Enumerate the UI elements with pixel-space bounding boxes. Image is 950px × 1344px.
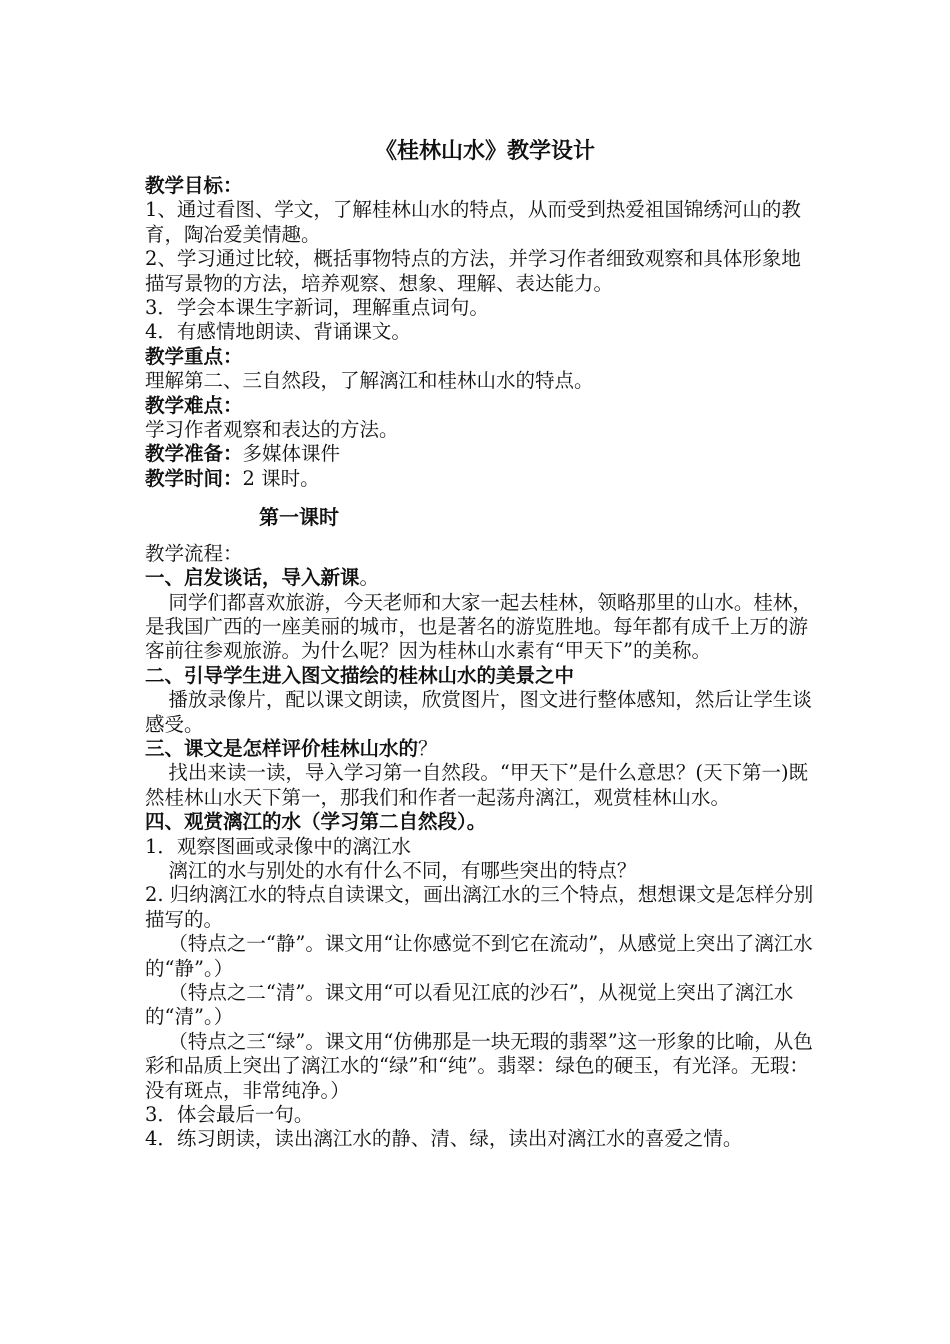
goal-item: 2、学习通过比较，概括事物特点的方法，并学习作者细致观察和具体形象地描写景物的方法，培养观察、想象、理解、表达能力。 (145, 247, 801, 295)
list-item: 2. 归纳漓江水的特点自读课文，画出漓江水的三个特点，想想课文是怎样分别描写的。 (145, 883, 814, 931)
feature-note: （特点之三“绿”。课文用“仿佛那是一块无瑕的翡翠”这一形象的比喻，从色彩和品质上突出了漓江水的“绿”和“纯”。翡翠：绿色的硬玉，有光泽。无瑕：没有斑点，非常纯净。） (145, 1029, 813, 1102)
list-item: 1．观察图画或录像中的漓江水 (145, 834, 411, 858)
section2-heading: 二、引导学生进入图文描绘的桂林山水的美景之中 (145, 663, 575, 687)
document-title: 《桂林山水》教学设计 (374, 138, 595, 164)
section1-heading-tail: 。 (359, 566, 380, 590)
prep-value: 多媒体课件 (242, 442, 341, 466)
section3-text (145, 761, 815, 810)
section1-heading-line (145, 566, 815, 590)
goal-item: 3．学会本课生字新词，理解重点词句。 (145, 296, 489, 320)
section3-text-a: 找出来读一读，导入学习第一自然段。“甲天下”是什么意思？ (168, 761, 696, 785)
feature-note: （特点之一“静”。课文用“让你感觉不到它在流动”，从感觉上突出了漓江水的“静”。） (145, 932, 813, 980)
difficulty-text: 学习作者观察和表达的方法。 (145, 418, 399, 442)
section3-heading: 三、课文是怎样评价桂林山水的 (145, 736, 419, 760)
goal-item: 1、通过看图、学文，了解桂林山水的特点，从而受到热爱祖国锦绣河山的教育，陶冶爱美情趣。 (145, 198, 801, 246)
section3-heading-tail: ？ (418, 736, 438, 760)
section3-heading-line (145, 737, 815, 761)
section4-heading: 四、观赏漓江的水（学习第二自然段）。 (145, 810, 487, 834)
feature-note: （特点之二“清”。课文用“可以看见江底的沙石”，从视觉上突出了漓江水的“清”。） (145, 981, 794, 1029)
key-heading: 教学重点： (145, 344, 243, 368)
key-text: 理解第二、三自然段，了解漓江和桂林山水的特点。 (145, 369, 594, 393)
section1-heading: 一、启发谈话，导入新课 (145, 566, 360, 590)
difficulty-heading: 教学难点： (145, 393, 243, 417)
document-body (145, 136, 815, 1152)
time-label: 教学时间： (145, 466, 243, 490)
lesson-title: 第一课时 (259, 505, 339, 530)
goals-heading: 教学目标： (145, 174, 243, 197)
goal-item: 4．有感情地朗读、背诵课文。 (145, 320, 411, 344)
list-item: 3．体会最后一句。 (145, 1103, 314, 1127)
time-line (145, 467, 815, 491)
list-item-sub: 漓江的水与别处的水有什么不同，有哪些突出的特点？ (168, 858, 637, 882)
prep-line (145, 442, 815, 466)
section3-text-b: (天下第一)既然桂林山水天下第一，那我们和作者一起荡舟漓江，观赏桂林山水。 (145, 761, 809, 809)
prep-label: 教学准备： (145, 442, 243, 466)
list-item: 4．练习朗读，读出漓江水的静、清、绿，读出对漓江水的喜爱之情。 (145, 1127, 743, 1151)
section1-text: 同学们都喜欢旅游，今天老师和大家一起去桂林，领略那里的山水。桂林，是我国广西的一座美丽的城市，也是著名的游览胜地。每年都有成千上万的游客前往参观旅游。为什么呢？因为桂林山水素有“甲天下”的美称。 (145, 590, 812, 663)
section2-text: 播放录像片，配以课文朗读，欣赏图片，图文进行整体感知，然后让学生谈感受。 (145, 688, 812, 736)
time-value: 2 课时。 (242, 466, 320, 490)
flow-label: 教学流程： (145, 541, 243, 565)
